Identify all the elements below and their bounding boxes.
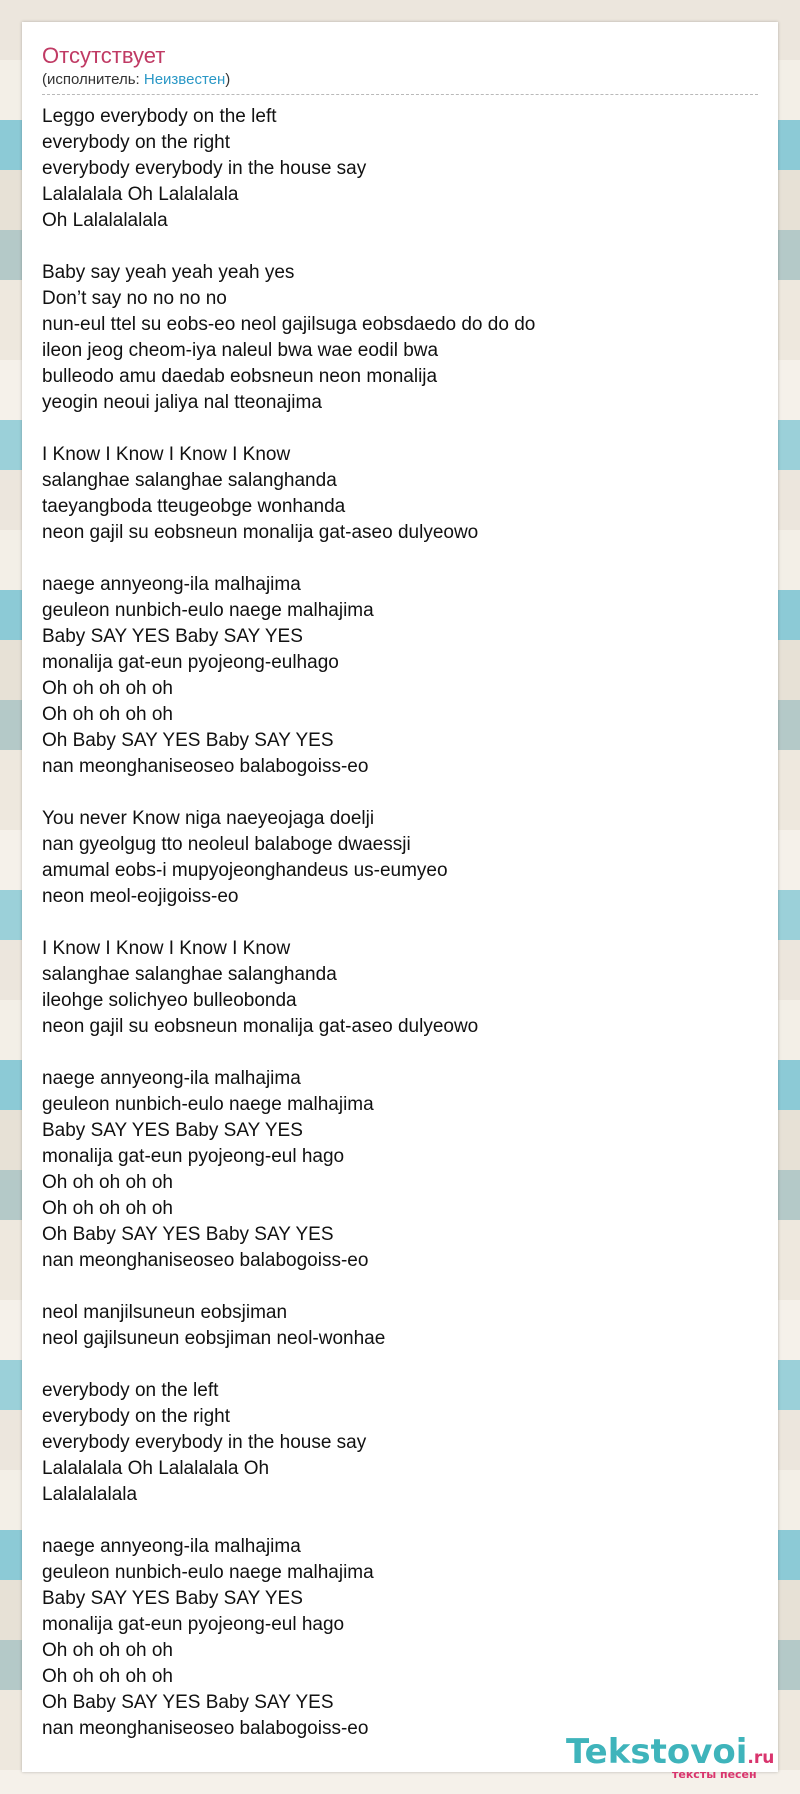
lyric-line: nan meonghaniseoseo balabogoiss-eo <box>42 1718 369 1739</box>
site-logo[interactable] <box>566 1732 775 1782</box>
lyrics-stanza <box>42 1378 758 1508</box>
logo-main-text: Tekstovoi <box>566 1732 748 1772</box>
logo-subtitle: тексты песен <box>672 1768 757 1781</box>
lyric-line: Oh oh oh oh oh <box>42 704 173 725</box>
lyric-line: everybody everybody in the house say <box>42 158 367 179</box>
lyric-line: Oh Lalalalalala <box>42 210 168 231</box>
lyric-line: taeyangboda tteugeobge wonhanda <box>42 496 346 517</box>
lyric-line: neon gajil su eobsneun monalija gat-aseo dulyeowo <box>42 1016 479 1037</box>
artist-link[interactable]: Неизвестен <box>143 71 226 88</box>
lyric-line: everybody on the right <box>42 1406 231 1427</box>
lyrics-stanza <box>42 1534 758 1742</box>
lyric-line: Lalalalala Oh Lalalalala <box>42 184 239 205</box>
lyric-line: naege annyeong-ila malhajima <box>42 1536 301 1557</box>
artist-suffix: ) <box>225 71 231 88</box>
lyrics-stanza <box>42 442 758 546</box>
lyric-line: nan meonghaniseoseo balabogoiss-eo <box>42 1250 369 1271</box>
lyric-line: salanghae salanghae salanghanda <box>42 470 337 491</box>
lyrics-stanza <box>42 936 758 1040</box>
lyric-line: everybody on the right <box>42 132 231 153</box>
lyric-line: salanghae salanghae salanghanda <box>42 964 337 985</box>
lyrics-stanza <box>42 1300 758 1352</box>
lyric-line: nun-eul ttel su eobs-eo neol gajilsuga eobsdaedo do do do <box>42 314 536 335</box>
lyrics-stanza <box>42 104 758 234</box>
song-header <box>42 42 758 95</box>
lyrics-stanza <box>42 260 758 416</box>
lyric-line: Baby SAY YES Baby SAY YES <box>42 1120 303 1141</box>
lyric-line: ileon jeog cheom-iya naleul bwa wae eodil bwa <box>42 340 439 361</box>
lyric-line: neon meol-eojigoiss-eo <box>42 886 239 907</box>
lyric-line: I Know I Know I Know I Know <box>42 444 291 465</box>
lyric-line: amumal eobs-i mupyojeonghandeus us-eumyeo <box>42 860 448 881</box>
lyric-line: Oh Baby SAY YES Baby SAY YES <box>42 1224 334 1245</box>
lyric-line: You never Know niga naeyeojaga doelji <box>42 808 375 829</box>
lyric-line: geuleon nunbich-eulo naege malhajima <box>42 600 374 621</box>
lyric-line: monalija gat-eun pyojeong-eulhago <box>42 652 339 673</box>
lyric-line: Oh oh oh oh oh <box>42 1172 173 1193</box>
lyric-line: neol manjilsuneun eobsjiman <box>42 1302 288 1323</box>
lyric-line: Lalalalalala <box>42 1484 138 1505</box>
lyric-line: I Know I Know I Know I Know <box>42 938 291 959</box>
lyrics-stanza <box>42 1066 758 1274</box>
lyric-line: ileohge solichyeo bulleobonda <box>42 990 297 1011</box>
lyric-line: Oh oh oh oh oh <box>42 1640 173 1661</box>
lyric-line: Baby SAY YES Baby SAY YES <box>42 626 303 647</box>
lyric-line: Oh oh oh oh oh <box>42 1666 173 1687</box>
lyric-line: nan meonghaniseoseo balabogoiss-eo <box>42 756 369 777</box>
lyric-line: Leggo everybody on the left <box>42 106 277 127</box>
lyric-line: Don’t say no no no no <box>42 288 227 309</box>
lyric-line: neol gajilsuneun eobsjiman neol-wonhae <box>42 1328 386 1349</box>
lyric-line: monalija gat-eun pyojeong-eul hago <box>42 1614 345 1635</box>
lyric-line: Oh oh oh oh oh <box>42 1198 173 1219</box>
lyric-line: geuleon nunbich-eulo naege malhajima <box>42 1562 374 1583</box>
lyrics-body <box>42 104 758 1768</box>
lyric-line: naege annyeong-ila malhajima <box>42 1068 301 1089</box>
lyric-line: Lalalalala Oh Lalalalala Oh <box>42 1458 270 1479</box>
lyric-line: Oh oh oh oh oh <box>42 678 173 699</box>
lyric-line: nan gyeolgug tto neoleul balaboge dwaessji <box>42 834 411 855</box>
lyric-line: neon gajil su eobsneun monalija gat-aseo dulyeowo <box>42 522 479 543</box>
lyric-line: everybody everybody in the house say <box>42 1432 367 1453</box>
lyric-line: everybody on the left <box>42 1380 219 1401</box>
lyric-line: geuleon nunbich-eulo naege malhajima <box>42 1094 374 1115</box>
artist-line <box>42 70 758 95</box>
lyric-line: Baby say yeah yeah yeah yes <box>42 262 295 283</box>
lyric-line: bulleodo amu daedab eobsneun neon monalija <box>42 366 438 387</box>
lyric-line: monalija gat-eun pyojeong-eul hago <box>42 1146 345 1167</box>
song-title: Отсутствует <box>42 43 166 68</box>
lyric-line: Baby SAY YES Baby SAY YES <box>42 1588 303 1609</box>
lyric-line: yeogin neoui jaliya nal tteonajima <box>42 392 322 413</box>
lyrics-card <box>22 22 778 1772</box>
lyrics-stanza <box>42 572 758 780</box>
lyric-line: naege annyeong-ila malhajima <box>42 574 301 595</box>
lyrics-stanza <box>42 806 758 910</box>
lyric-line: Oh Baby SAY YES Baby SAY YES <box>42 1692 334 1713</box>
logo-tld: .ru <box>747 1748 775 1768</box>
artist-prefix: (исполнитель: <box>42 71 144 88</box>
lyric-line: Oh Baby SAY YES Baby SAY YES <box>42 730 334 751</box>
